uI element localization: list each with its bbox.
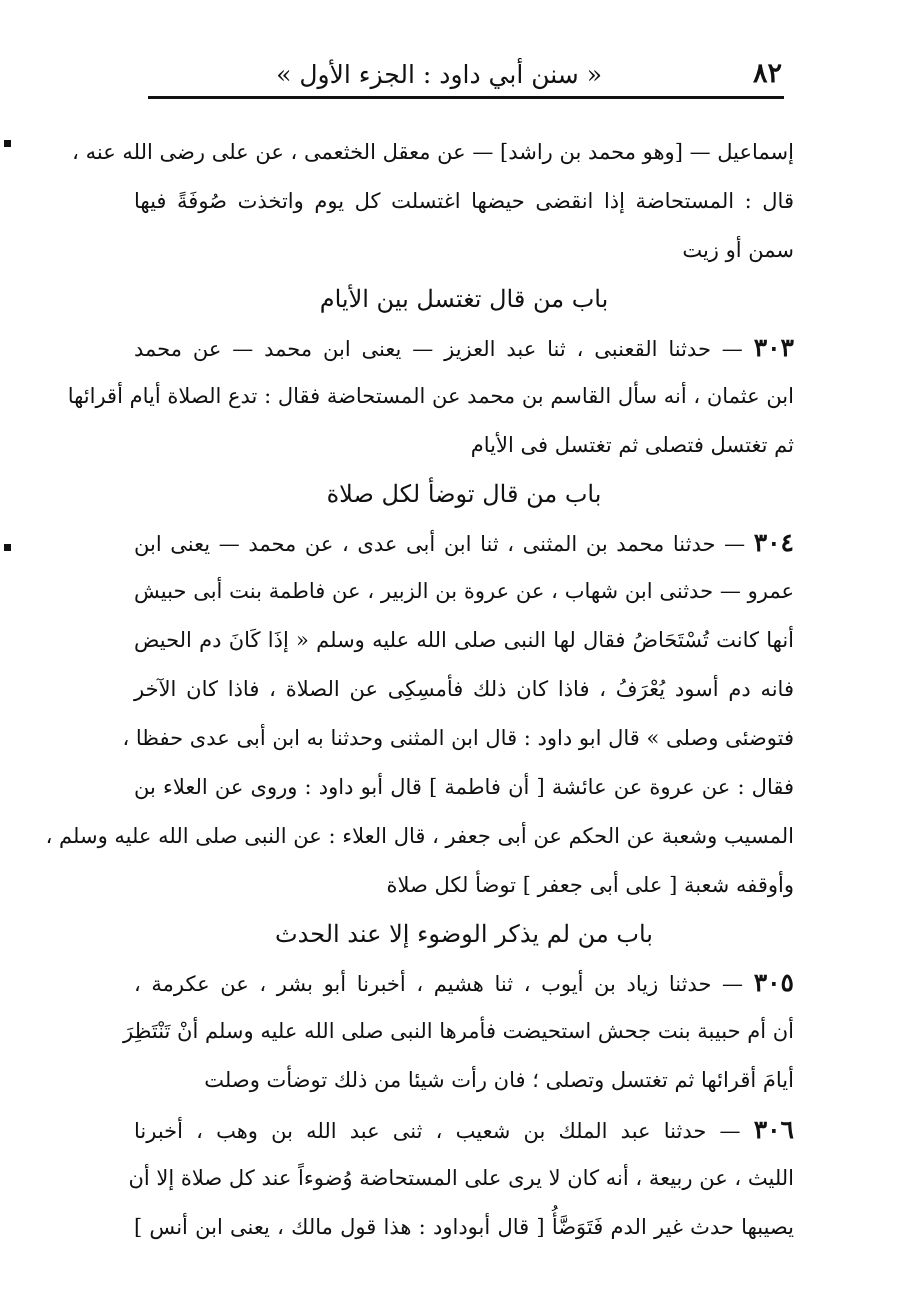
hadith-text: — حدثنا عبد الملك بن شعيب ، ثنى عبد الله بن وهب ، أخبرنا	[134, 1119, 741, 1143]
text-line: المسيب وشعبة عن الحكم عن أبى جعفر ، قال العلاء : عن النبى صلى الله عليه وسلم ،	[45, 824, 794, 848]
text-line: أيامَ أقرائها ثم تغتسل وتصلى ؛ فان رأت شيئا من ذلك توضأت وصلت	[204, 1068, 794, 1092]
chapter-heading: باب من قال تغتسل بين الأيام	[319, 285, 609, 313]
hadith-first-line	[134, 1105, 794, 1154]
text-line: عمرو — حدثنى ابن شهاب ، عن عروة بن الزبير ، عن فاطمة بنت أبى حبيش	[134, 579, 794, 603]
hadith-first-line	[134, 323, 794, 372]
chapter-heading: باب من قال توضأ لكل صلاة	[326, 480, 602, 508]
hadith-text: — حدثنا محمد بن المثنى ، ثنا ابن أبى عدى ، عن محمد — يعنى ابن	[134, 532, 746, 556]
page-header	[150, 56, 782, 96]
text-line: فقال : عن عروة عن عائشة [ أن فاطمة ] قال أبو داود : وروى عن العلاء بن	[134, 775, 794, 799]
hadith-number: ٣٠٣	[753, 333, 794, 362]
hadith-first-line	[134, 958, 794, 1007]
page-number: ٨٢	[752, 58, 782, 89]
running-title: « سنن أبي داود : الجزء الأول »	[276, 60, 602, 89]
hadith-text: — حدثنا القعنبى ، ثنا عبد العزيز — يعنى ابن محمد — عن محمد	[134, 337, 743, 361]
text-line: سمن أو زيت	[682, 238, 794, 262]
hadith-number: ٣٠٦	[753, 1115, 794, 1144]
text-line: وأوقفه شعبة [ على أبى جعفر ] توضأ لكل صلاة	[386, 873, 794, 897]
text-line: قال : المستحاضة إذا انقضى حيضها اغتسلت كل يوم واتخذت صُوفَةً فيها	[134, 189, 794, 213]
margin-mark	[4, 544, 11, 551]
text-line: الليث ، عن ربيعة ، أنه كان لا يرى على المستحاضة وُضوءاً عند كل صلاة إلا أن	[128, 1166, 794, 1190]
hadith-text: — حدثنا زياد بن أيوب ، ثنا هشيم ، أخبرنا أبو بشر ، عن عكرمة ،	[134, 972, 744, 996]
text-line: ابن عثمان ، أنه سأل القاسم بن محمد عن المستحاضة فقال : تدع الصلاة أيام أقرائها	[67, 384, 794, 408]
text-line: أنها كانت تُسْتَحَاضُ فقال لها النبى صلى الله عليه وسلم « إذَا كَانَ دم الحيض	[134, 628, 794, 652]
margin-mark	[4, 140, 11, 147]
text-line: يصيبها حدث غير الدم فَتَوَضَّأُ [ قال أبوداود : هذا قول مالك ، يعنى ابن أنس ]	[134, 1215, 794, 1239]
hadith-number: ٣٠٤	[753, 528, 794, 557]
body-text	[45, 128, 794, 1252]
text-line: إسماعيل — [وهو محمد بن راشد] — عن معقل الخثعمى ، عن على رضى الله عنه ،	[72, 140, 794, 164]
header-rule	[148, 96, 784, 99]
text-line: فتوضئى وصلى » قال ابو داود : قال ابن المثنى وحدثنا به ابن أبى عدى حفظا ،	[122, 726, 794, 750]
text-line: فانه دم أسود يُعْرَفُ ، فاذا كان ذلك فأمسِكِى عن الصلاة ، فاذا كان الآخر	[134, 677, 794, 701]
text-line: أن أم حبيبة بنت جحش استحيضت فأمرها النبى صلى الله عليه وسلم أنْ تَنْتَظِرَ	[123, 1019, 794, 1043]
text-line: ثم تغتسل فتصلى ثم تغتسل فى الأيام	[470, 433, 794, 457]
hadith-number: ٣٠٥	[753, 968, 794, 997]
hadith-first-line	[134, 518, 794, 567]
chapter-heading: باب من لم يذكر الوضوء إلا عند الحدث	[275, 920, 653, 948]
